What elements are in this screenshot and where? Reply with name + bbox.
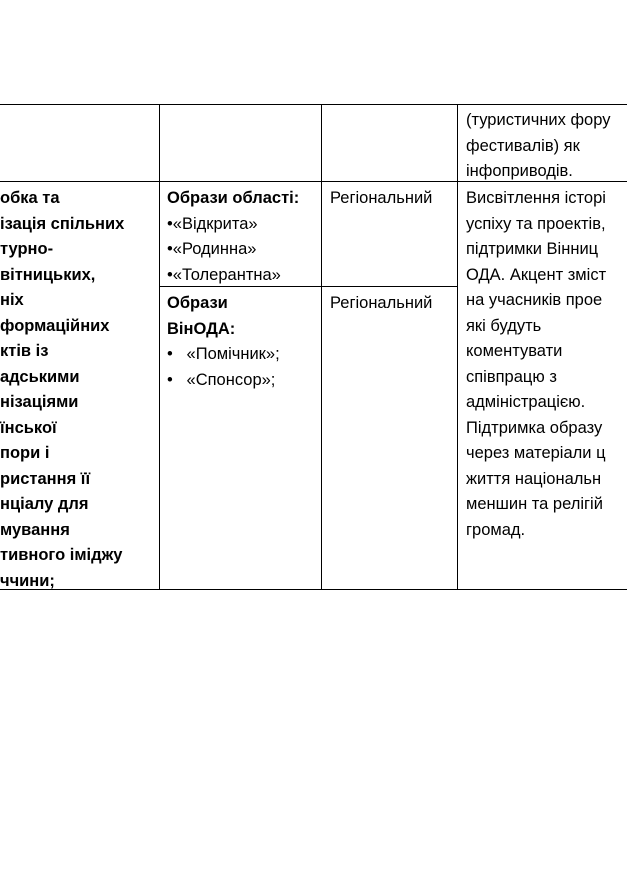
column-border-3	[457, 104, 458, 590]
level-cell-bottom	[330, 291, 432, 317]
text-line: (туристичних фору	[466, 111, 611, 129]
text-line: життя національн	[466, 469, 602, 488]
text-line: турно-	[0, 240, 54, 258]
text-line: їнської	[0, 418, 57, 437]
text-line: співпрацю з	[466, 367, 557, 386]
list-item: • «Помічник»;	[167, 345, 280, 363]
row2-col4-text	[466, 186, 606, 543]
text-line: ізація спільних	[0, 214, 125, 233]
level-label: Регіональний	[330, 294, 433, 312]
text-line: через матеріали ц	[466, 444, 606, 462]
list-item: •«Родинна»	[167, 240, 257, 258]
text-line: меншин та релігій	[466, 495, 603, 513]
text-line: вітницьких,	[0, 265, 96, 284]
text-line: ніх	[0, 291, 24, 309]
text-line: громад.	[466, 520, 526, 539]
text-line: ччини;	[0, 571, 55, 590]
text-line: інфоприводів.	[466, 162, 573, 180]
text-line: адськими	[0, 367, 80, 386]
text-line: успіху та проектів,	[466, 214, 606, 233]
text-line: обка та	[0, 189, 60, 207]
text-line: які будуть	[466, 316, 542, 335]
column-border-2	[321, 104, 322, 590]
text-line: ристання її	[0, 469, 91, 488]
list-item: •«Відкрита»	[167, 214, 258, 233]
text-line: коментувати	[466, 342, 563, 360]
text-line: пори і	[0, 444, 50, 462]
region-images-cell	[167, 186, 299, 288]
column-border-1	[159, 104, 160, 590]
text-line: тивного іміджу	[0, 546, 123, 564]
level-label: Регіональний	[330, 189, 433, 207]
text-line: ктів із	[0, 342, 49, 360]
text-line: адміністрацією.	[466, 393, 586, 411]
list-item: •«Толерантна»	[167, 265, 281, 284]
row2-col1-task-text	[0, 186, 124, 594]
table-top-border	[0, 104, 627, 105]
text-line: Висвітлення історі	[466, 189, 606, 207]
region-images-title: Образи області:	[167, 189, 300, 207]
row1-col4-text	[466, 108, 610, 185]
vinoda-images-title: ВінОДА:	[167, 319, 236, 338]
text-line: ОДА. Акцент зміст	[466, 265, 607, 284]
text-line: нціалу для	[0, 495, 89, 513]
text-line: нізаціями	[0, 393, 79, 411]
text-line: фестивалів) як	[466, 136, 580, 155]
text-line: підтримки Вінниц	[466, 240, 599, 258]
text-line: мування	[0, 520, 70, 539]
list-item: • «Спонсор»;	[167, 370, 276, 389]
text-line: на учасників прое	[466, 291, 603, 309]
level-cell-top	[330, 186, 432, 212]
text-line: Підтримка образу	[466, 418, 603, 437]
vinoda-images-title: Образи	[167, 294, 228, 312]
text-line: формаційних	[0, 316, 110, 335]
vinoda-images-cell	[167, 291, 280, 393]
